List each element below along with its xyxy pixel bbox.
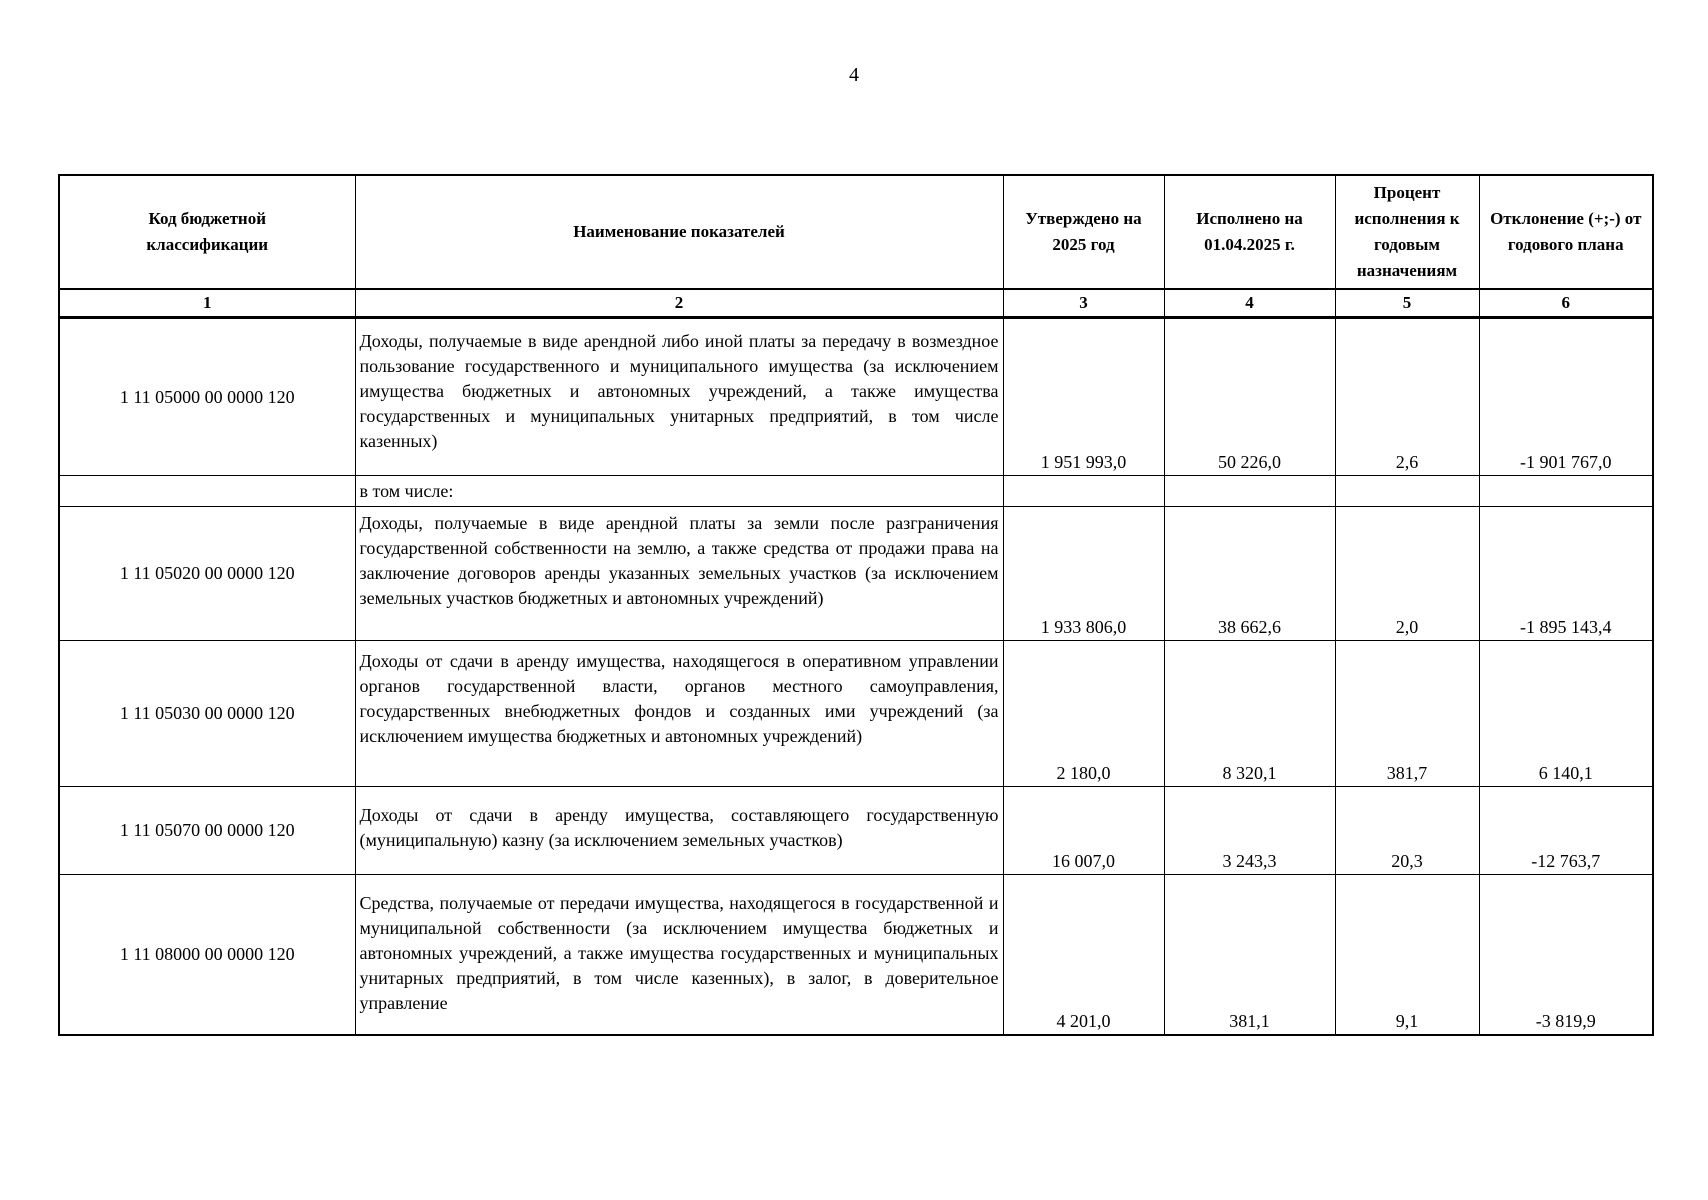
column-number: 1: [59, 289, 355, 318]
row-name: Средства, получаемые от передачи имущества, находящегося в государственной и муниципальной собственности (за исключением имущества бюджетных и автономных учреждений, а также имущества государственных и муниципальных унитарных предприятий, в том числе казенных), в залог, в доверительное управление: [355, 875, 1003, 1035]
row-approved: [1003, 476, 1164, 507]
row-name: в том числе:: [355, 476, 1003, 507]
row-deviation: [1479, 476, 1653, 507]
column-number: 4: [1164, 289, 1335, 318]
column-number: 6: [1479, 289, 1653, 318]
header-executed: Исполнено на 01.04.2025 г.: [1164, 175, 1335, 289]
row-deviation: -1 901 767,0: [1479, 318, 1653, 476]
row-approved: 1 933 806,0: [1003, 507, 1164, 641]
row-executed: 50 226,0: [1164, 318, 1335, 476]
row-approved: 2 180,0: [1003, 641, 1164, 787]
row-executed: 3 243,3: [1164, 787, 1335, 875]
row-approved: 4 201,0: [1003, 875, 1164, 1035]
column-number: 2: [355, 289, 1003, 318]
header-name: Наименование показателей: [355, 175, 1003, 289]
header-code: Код бюджетной классификации: [59, 175, 355, 289]
row-name: Доходы, получаемые в виде арендной платы за земли после разграничения государственной собственности на землю, а также средства от продажи права на заключение договоров аренды указанных земельных участков (за исключением земельных участков бюджетных и автономных учреждений): [355, 507, 1003, 641]
header-percent: Процент исполнения к годовым назначениям: [1335, 175, 1479, 289]
row-deviation: -1 895 143,4: [1479, 507, 1653, 641]
table-row: [59, 507, 1653, 641]
row-code: 1 11 05070 00 0000 120: [59, 787, 355, 875]
row-percent: 9,1: [1335, 875, 1479, 1035]
row-executed: 8 320,1: [1164, 641, 1335, 787]
row-approved: 1 951 993,0: [1003, 318, 1164, 476]
column-number-row: [59, 289, 1653, 318]
row-percent: [1335, 476, 1479, 507]
row-executed: 381,1: [1164, 875, 1335, 1035]
row-code: 1 11 05000 00 0000 120: [59, 318, 355, 476]
row-executed: [1164, 476, 1335, 507]
table-row: [59, 875, 1653, 1035]
table-header-row: [59, 175, 1653, 289]
table-row: [59, 641, 1653, 787]
table-row: [59, 318, 1653, 476]
table-row: [59, 787, 1653, 875]
column-number: 3: [1003, 289, 1164, 318]
row-percent: 381,7: [1335, 641, 1479, 787]
row-name: Доходы от сдачи в аренду имущества, находящегося в оперативном управлении органов государственной власти, органов местного самоуправления, государственных внебюджетных фондов и созданных ими учреждений (за исключением имущества бюджетных и автономных учреждений): [355, 641, 1003, 787]
row-code: [59, 476, 355, 507]
row-percent: 2,6: [1335, 318, 1479, 476]
row-deviation: -12 763,7: [1479, 787, 1653, 875]
row-code: 1 11 08000 00 0000 120: [59, 875, 355, 1035]
page-number: 4: [849, 64, 859, 86]
row-code: 1 11 05030 00 0000 120: [59, 641, 355, 787]
header-deviation: Отклонение (+;-) от годового плана: [1479, 175, 1653, 289]
column-number: 5: [1335, 289, 1479, 318]
row-name: Доходы, получаемые в виде арендной либо иной платы за передачу в возмездное пользование государственного и муниципального имущества (за исключением имущества бюджетных и автономных учреждений, а также имущества государственных и муниципальных унитарных предприятий, в том числе казенных): [355, 318, 1003, 476]
table-row: [59, 476, 1653, 507]
row-deviation: -3 819,9: [1479, 875, 1653, 1035]
header-approved: Утверждено на 2025 год: [1003, 175, 1164, 289]
row-percent: 2,0: [1335, 507, 1479, 641]
row-name: Доходы от сдачи в аренду имущества, составляющего государственную (муниципальную) казну (за исключением земельных участков): [355, 787, 1003, 875]
row-executed: 38 662,6: [1164, 507, 1335, 641]
row-code: 1 11 05020 00 0000 120: [59, 507, 355, 641]
row-deviation: 6 140,1: [1479, 641, 1653, 787]
row-percent: 20,3: [1335, 787, 1479, 875]
row-approved: 16 007,0: [1003, 787, 1164, 875]
budget-table: [58, 174, 1654, 1036]
